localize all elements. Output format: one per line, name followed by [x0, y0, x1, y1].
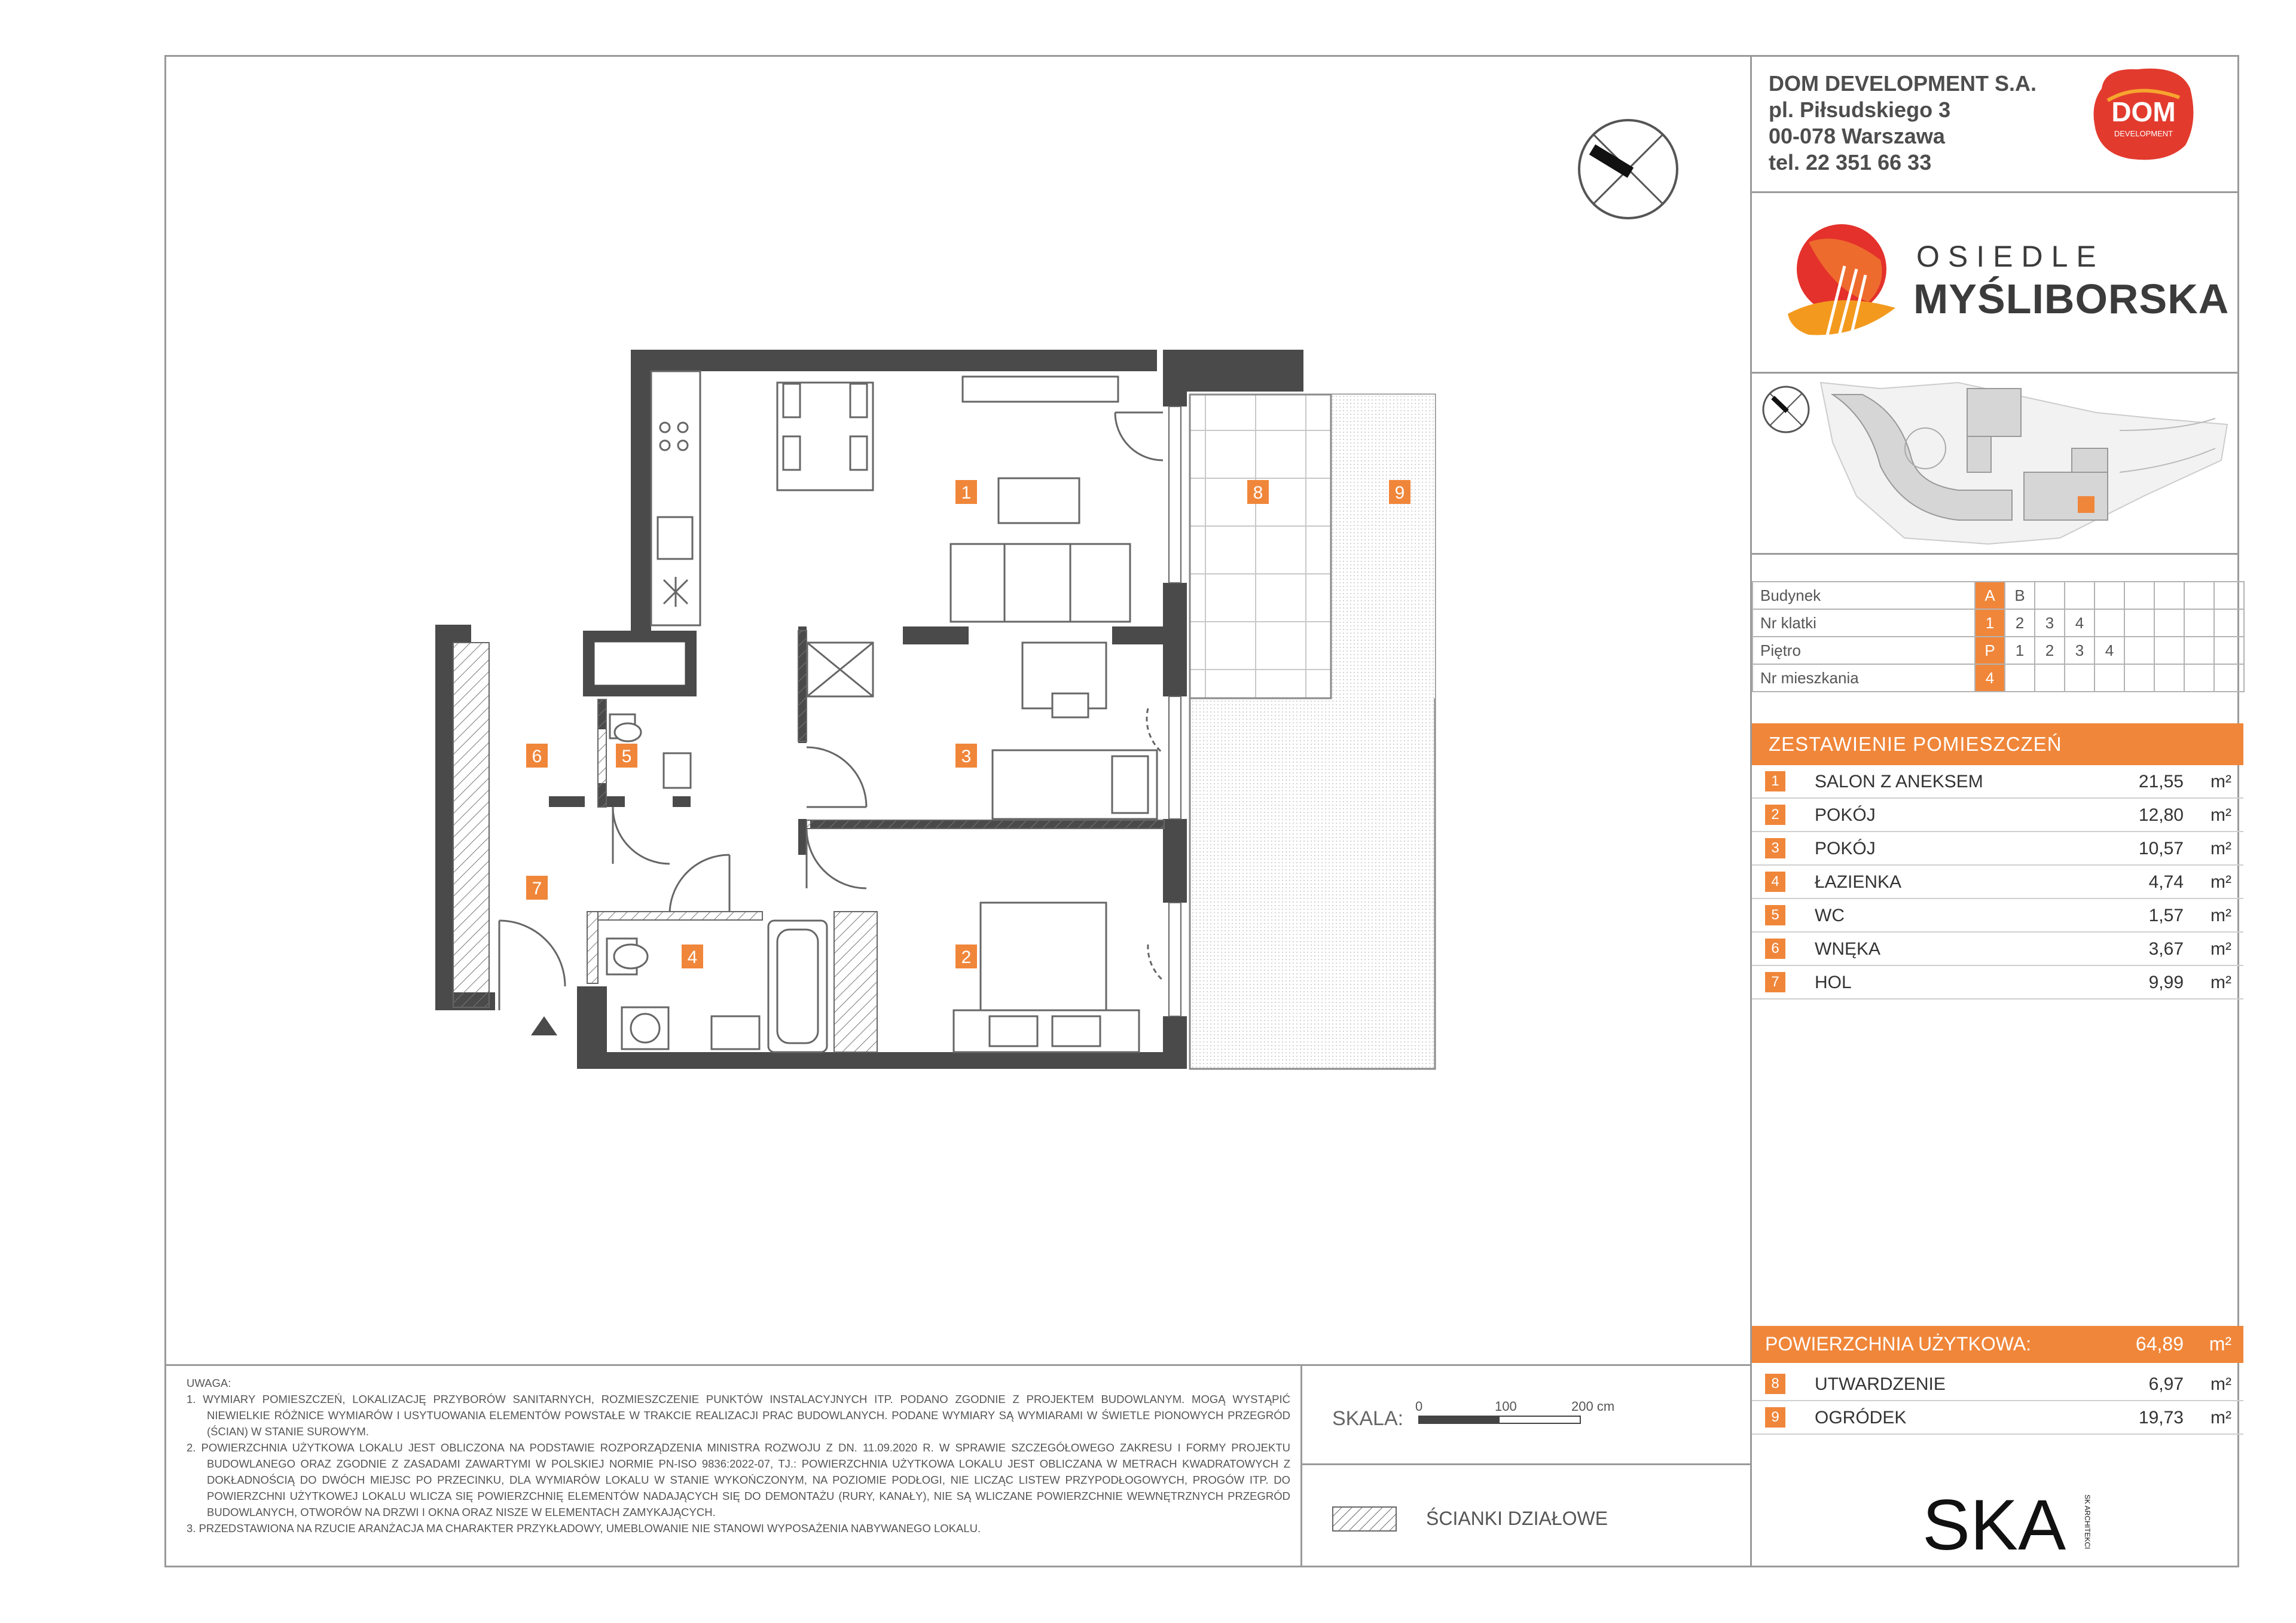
usable-area-bar — [1752, 1326, 2243, 1363]
floor-label: Piętro — [1752, 637, 1975, 664]
ska-logo-word: SKA — [1922, 1485, 2066, 1565]
scale-legend-divider — [1300, 1463, 1750, 1465]
floor-plan — [419, 102, 1746, 1118]
dom-development-logo — [2090, 65, 2197, 163]
company-name: DOM DEVELOPMENT S.A. — [1769, 71, 2037, 96]
label-room-7: 7 — [532, 879, 542, 898]
floor-row — [1752, 637, 2244, 664]
room-unit: m² — [2210, 805, 2231, 825]
label-room-1: 1 — [961, 483, 972, 503]
extra-unit: m² — [2210, 1408, 2231, 1428]
staircase-label: Nr klatki — [1752, 609, 1975, 637]
floor-1[interactable]: 1 — [2005, 637, 2035, 664]
scale-label: SKALA: — [1332, 1407, 1404, 1430]
room-number: 7 — [1765, 972, 1785, 992]
floor-3[interactable]: 3 — [2065, 637, 2095, 664]
building-label: Budynek — [1752, 582, 1975, 609]
room-name: SALON Z ANEKSEM — [1815, 772, 1983, 791]
room-unit: m² — [2210, 772, 2231, 791]
staircase-3[interactable]: 3 — [2035, 609, 2065, 637]
scale-bar — [1418, 1416, 1581, 1424]
label-area-9: 9 — [1394, 483, 1405, 503]
room-number: 3 — [1765, 838, 1785, 858]
compass-icon — [1579, 120, 1677, 218]
floor-p[interactable]: P — [1975, 637, 2005, 664]
room-name: POKÓJ — [1815, 839, 1876, 858]
note-item-1: 1. WYMIARY POMIESZCZEŃ, LOKALIZACJĘ PRZYBORÓW SANITARNYCH, ROZMIESZCZENIE PUNKTÓW INSTALACYJNYCH ITP. PODANO ZGODNIE Z PROJEKTEM BUDOWLANYM. MOGĄ WYSTĄPIĆ NIEWIELKIE RÓŻNICE WYMIARÓW I USYTUOWANIA ELEMENTÓW POWSTAŁE W TRAKCIE REALIZACJI PRAC BUDOWLANYCH. PODANE WYMIARY SĄ WYMIARAMI W ŚWIETLE PIONOWYCH PRZEGRÓD (ŚCIAN) W STANIE SUROWYM. — [187, 1393, 1290, 1438]
extra-number: 8 — [1765, 1374, 1785, 1394]
extra-row — [1752, 1401, 2243, 1435]
building-a[interactable]: A — [1975, 582, 2005, 609]
note-item-3: 3. PRZEDSTAWIONA NA RZUCIE ARANŻACJA MA CHARAKTER PRZYKŁADOWY, UMEBLOWANIE NIE STANOWI WYPOSAŻENIA NABYWANEGO LOKALU. — [187, 1522, 981, 1535]
staircase-row — [1752, 609, 2244, 637]
room-row — [1752, 832, 2243, 866]
extra-area: 6,97 — [2148, 1374, 2184, 1394]
building-row — [1752, 582, 2244, 609]
room-row — [1752, 765, 2243, 799]
entrance-arrow-icon — [531, 1016, 557, 1035]
room-name: POKÓJ — [1815, 805, 1876, 825]
extra-number: 9 — [1765, 1407, 1785, 1428]
room-name: WNĘKA — [1815, 939, 1881, 959]
ska-logo-sub: SK ARCHITEKCI — [2083, 1494, 2092, 1549]
room-unit: m² — [2210, 973, 2231, 992]
windows — [1169, 406, 1181, 1016]
room-row — [1752, 799, 2243, 832]
extra-name: UTWARDZENIE — [1815, 1374, 1946, 1394]
room-area: 4,74 — [2148, 872, 2184, 892]
notes-divider — [164, 1364, 1750, 1366]
room-number: 1 — [1765, 771, 1785, 791]
ska-architect-logo — [1922, 1483, 2092, 1565]
osiedle-logo-mark — [1785, 218, 1898, 344]
room-area: 9,99 — [2148, 973, 2184, 992]
header-divider-2 — [1750, 372, 2239, 374]
site-plan-thumbnail — [1761, 377, 2233, 550]
extra-areas-list — [1752, 1365, 2243, 1437]
room-row — [1752, 966, 2243, 1000]
selection-table — [1752, 581, 2245, 692]
room-unit: m² — [2210, 939, 2231, 959]
notes-block — [187, 1375, 1290, 1536]
notes-scale-divider — [1300, 1364, 1302, 1567]
usable-area-value: 64,89 — [2135, 1333, 2184, 1355]
room-row — [1752, 933, 2243, 966]
usable-area-unit: m² — [2209, 1333, 2231, 1355]
extra-row — [1752, 1368, 2243, 1401]
label-area-8: 8 — [1253, 483, 1263, 503]
room-number: 2 — [1765, 805, 1785, 825]
apartment-row — [1752, 664, 2244, 692]
label-room-4: 4 — [687, 947, 698, 967]
staircase-4[interactable]: 4 — [2065, 609, 2095, 637]
scale-tick-0: 0 — [1415, 1399, 1423, 1414]
room-row — [1752, 866, 2243, 899]
usable-area-label: POWIERZCHNIA UŻYTKOWA: — [1765, 1333, 2032, 1355]
staircase-2[interactable]: 2 — [2005, 609, 2035, 637]
partition-legend-swatch — [1332, 1506, 1397, 1532]
note-item-2: 2. POWIERZCHNIA UŻYTKOWA LOKALU JEST OBLICZONA NA PODSTAWIE ROZPORZĄDZENIA MINISTRA ROZWOJU Z DN. 11.09.2020 R. W SPRAWIE SZCZEGÓŁOWEGO ZAKRESU I FORMY PROJEKTU BUDOWLANEGO ORAZ ZGODNIE Z ZASADAMI ZAWARTYMI W POLSKIEJ NORMIE PN-ISO 9836:2022-07, TJ.: POWIERZCHNIA UŻYTKOWA LOKALU JEST OBLICZANA W METRACH KWADRATOWYCH Z DOKŁADNOŚCIĄ DO DWÓCH MIEJSC PO PRZECINKU, DLA WYMIARÓW LOKALU W STANIE WYKOŃCZONYM, NA POZIOMIE PODŁOGI, NIE LICZĄC LISTEW PRZYPODŁOGOWYCH, PROGÓW ITP. DO POWIERZCHNI UŻYTKOWEJ LOKALU WLICZA SIĘ POWIERZCHNIĘ ELEMENTÓW NADAJĄCYCH SIĘ DO DEMONTAŻU (RURY, KANAŁY), NIE SĄ WLICZANE POWIERZCHNIE WEWNĘTRZNYCH PRZEGRÓD BUDOWLANYCH, OTWORÓW NA DRZWI I OKNA ORAZ NISZE W ELEMENTACH ZAMYKAJĄCYCH. — [187, 1441, 1290, 1518]
rooms-header: ZESTAWIENIE POMIESZCZEŃ — [1752, 723, 2243, 765]
room-name: HOL — [1815, 973, 1852, 992]
building-b[interactable]: B — [2005, 582, 2035, 609]
room-unit: m² — [2210, 906, 2231, 925]
extra-area: 19,73 — [2138, 1408, 2184, 1428]
label-room-3: 3 — [961, 747, 972, 766]
shaft — [595, 643, 685, 684]
extra-unit: m² — [2210, 1374, 2231, 1394]
room-name: WC — [1815, 906, 1845, 925]
scale-tick-200: 200 cm — [1571, 1399, 1615, 1414]
room-row — [1752, 899, 2243, 933]
apartment-number: 4 — [1975, 664, 2005, 692]
label-room-2: 2 — [961, 947, 972, 967]
room-number: 6 — [1765, 939, 1785, 959]
room-number: 5 — [1765, 905, 1785, 925]
header-divider-1 — [1750, 191, 2239, 193]
company-city: 00-078 Warszawa — [1769, 124, 1945, 148]
room-unit: m² — [2210, 872, 2231, 892]
room-area: 12,80 — [2138, 805, 2184, 825]
extra-name: OGRÓDEK — [1815, 1408, 1907, 1428]
dom-logo-sub: DEVELOPMENT — [2114, 129, 2173, 138]
label-room-5: 5 — [621, 747, 632, 766]
floor-2[interactable]: 2 — [2035, 637, 2065, 664]
room-number: 4 — [1765, 872, 1785, 892]
project-name-line1: OSIEDLE — [1916, 240, 2105, 273]
company-phone: tel. 22 351 66 33 — [1769, 150, 1932, 175]
scale-tick-100: 100 — [1495, 1399, 1517, 1414]
rooms-list — [1752, 765, 2243, 1004]
terrace-area — [1190, 395, 1331, 698]
company-street: pl. Piłsudskiego 3 — [1769, 97, 1951, 122]
garden-top-strip — [1331, 395, 1435, 698]
project-name-line2: MYŚLIBORSKA — [1913, 276, 2230, 322]
staircase-1[interactable]: 1 — [1975, 609, 2005, 637]
room-name: ŁAZIENKA — [1815, 872, 1902, 892]
apartment-label: Nr mieszkania — [1752, 664, 1975, 692]
site-apartment-marker — [2078, 496, 2095, 513]
room-unit: m² — [2210, 839, 2231, 858]
room-area: 3,67 — [2148, 939, 2184, 959]
floor-4[interactable]: 4 — [2095, 637, 2124, 664]
room-area: 21,55 — [2138, 772, 2184, 791]
label-room-6: 6 — [532, 747, 542, 766]
dom-logo-word: DOM — [2111, 96, 2176, 127]
room-area: 10,57 — [2138, 839, 2184, 858]
notes-title: UWAGA: — [187, 1377, 231, 1389]
company-address — [1769, 71, 2037, 176]
room-area: 1,57 — [2148, 906, 2184, 925]
site-compass-icon — [1763, 387, 1809, 432]
header-divider-3 — [1750, 553, 2239, 555]
partition-legend-label: ŚCIANKI DZIAŁOWE — [1426, 1508, 1608, 1529]
